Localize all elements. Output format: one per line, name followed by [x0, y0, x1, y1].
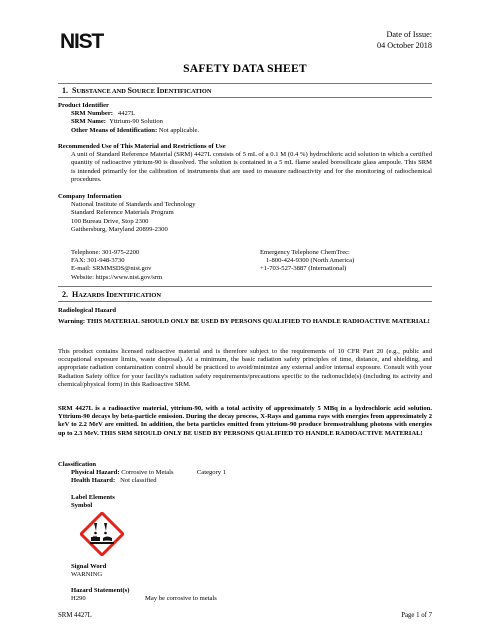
physical-hazard-row: Physical Hazard: Corrosive to Metals Category 1: [71, 469, 227, 477]
nist-logo: [60, 32, 122, 49]
corrosion-icon: [80, 512, 124, 556]
footer-page-number: Page 1 of 7: [401, 612, 432, 619]
radiological-block: [58, 307, 432, 326]
hazard-statement-row: H290 May be corrosive to metals: [71, 595, 217, 603]
svg-text:NIST: NIST: [60, 32, 104, 49]
hazard-statements-label: Hazard Statement(s): [71, 587, 130, 594]
issue-date-value: 04 October 2018: [376, 40, 432, 50]
section-divider: [58, 286, 432, 287]
fax: FAX: 301-948-3730: [71, 257, 125, 265]
other-means-row: Other Means of Identification: Not applicable.: [71, 126, 200, 134]
classification-block: [58, 461, 432, 486]
company-line: National Institute of Standards and Technology: [71, 201, 196, 209]
section-1-heading: 1. SUBSTANCE AND SOURCE IDENTIFICATION: [62, 86, 212, 95]
document-title: SAFETY DATA SHEET: [183, 62, 307, 75]
signal-word-value: WARNING: [71, 571, 103, 579]
company-line: 100 Bureau Drive, Stop 2300: [71, 217, 149, 225]
recommended-use-label: Recommended Use of This Material and Restrictions of Use: [58, 143, 226, 150]
label-elements-label: Label Elements: [71, 494, 115, 501]
company-info-label: Company Information: [58, 193, 122, 200]
emergency-phone-na: 1-800-424-9300 (North America): [266, 257, 355, 265]
emergency-phone-intl: +1-703-527-3887 (International): [260, 265, 347, 273]
signal-word-block: [58, 563, 432, 579]
health-hazard-row: Health Hazard: Not classified: [71, 477, 157, 485]
srm-number-row: SRM Number: 4427L: [71, 110, 136, 118]
symbol-label: Symbol: [71, 502, 93, 510]
company-line: Standard Reference Materials Program: [71, 209, 174, 217]
issue-date-block: [377, 30, 432, 51]
classification-label: Classification: [58, 461, 97, 468]
website-link[interactable]: Website: https://www.nist.gov/srm: [71, 273, 163, 281]
srm-name-row: SRM Name: Yttrium-90 Solution: [71, 118, 163, 126]
contact-left-block: [71, 249, 162, 282]
warning-text: Warning: THIS MATERIAL SHOULD ONLY BE USED BY PERSONS QUALIFIED TO HANDLE RADIOACTIVE MATERIAL!: [58, 318, 430, 326]
license-text: This product contains licensed radioactive material and is therefore subject to the requirements of 10 CFR Part 20 (e.g., public and occupational exposure limits, waste disposal). At a minimum, the basic radiation safety principles of time, distance, and shielding, and appropriate radiation contamination control should be practiced to avoid/minimize any external and/or internal exposure. Consult with your Radiation Safety office for your facility's radiation safety requirements/precautions specific to the radionuclide(s) (including its activity and chemical/physical form) in this Radioactive SRM.: [58, 348, 432, 388]
footer-left: SRM 4427L: [58, 612, 92, 619]
contact-right-block: [260, 249, 354, 274]
radiological-label: Radiological Hazard: [58, 307, 117, 314]
activity-text: SRM 4427L is a radioactive material, yttrium-90, with a total activity of approximately 5 MBq in a hydrochloric acid solution. Yttrium-90 decays by beta-particle emission. During the decay process, X-Rays and gamma rays with energies from approximately 2 keV to 2.2 MeV are emitted. In addition, the beta particles emitted from yttrium-90 produce bremsstrahlung photons with energies up to 2.3 MeV. THIS SRM SHOULD ONLY BE USED BY PERSONS QUALIFIED TO HANDLE RADIOACTIVE MATERIAL!: [58, 405, 432, 437]
issue-date-label: Date of Issue:: [386, 30, 432, 39]
emergency-label: Emergency Telephone ChemTrec:: [260, 249, 350, 256]
email-link[interactable]: E-mail: SRMMSDS@nist.gov: [71, 265, 152, 273]
hazard-statements-block: [58, 587, 432, 603]
recommended-use-text: A unit of Standard Reference Material (SRM) 4427L consists of 5 mL of a 0.1 M (0.4 %) hydrochloric acid solution in which a certified quantity of radioactive yttrium-90 is dissolved. The solution is contained in a 5 mL flame sealed borosilicate glass ampoule. This SRM is intended primarily for the calibration of instruments that are used to measure radioactivity and for the monitoring of radiochemical procedures.: [71, 151, 432, 183]
recommended-use-block: [58, 143, 432, 184]
label-elements-block: [58, 494, 432, 510]
product-identifier-label: Product Identifier: [58, 102, 109, 109]
section-divider: [58, 97, 432, 98]
section-divider: [58, 301, 432, 302]
company-line: Gaithersburg, Maryland 20899-2300: [71, 225, 168, 233]
signal-word-label: Signal Word: [71, 563, 107, 570]
telephone: Telephone: 301-975-2200: [71, 249, 140, 256]
product-identifier-block: [58, 102, 432, 135]
company-info-block: [58, 193, 432, 234]
section-2-heading: 2. HAZARDS IDENTIFICATION: [62, 290, 161, 299]
section-divider: [58, 83, 432, 84]
